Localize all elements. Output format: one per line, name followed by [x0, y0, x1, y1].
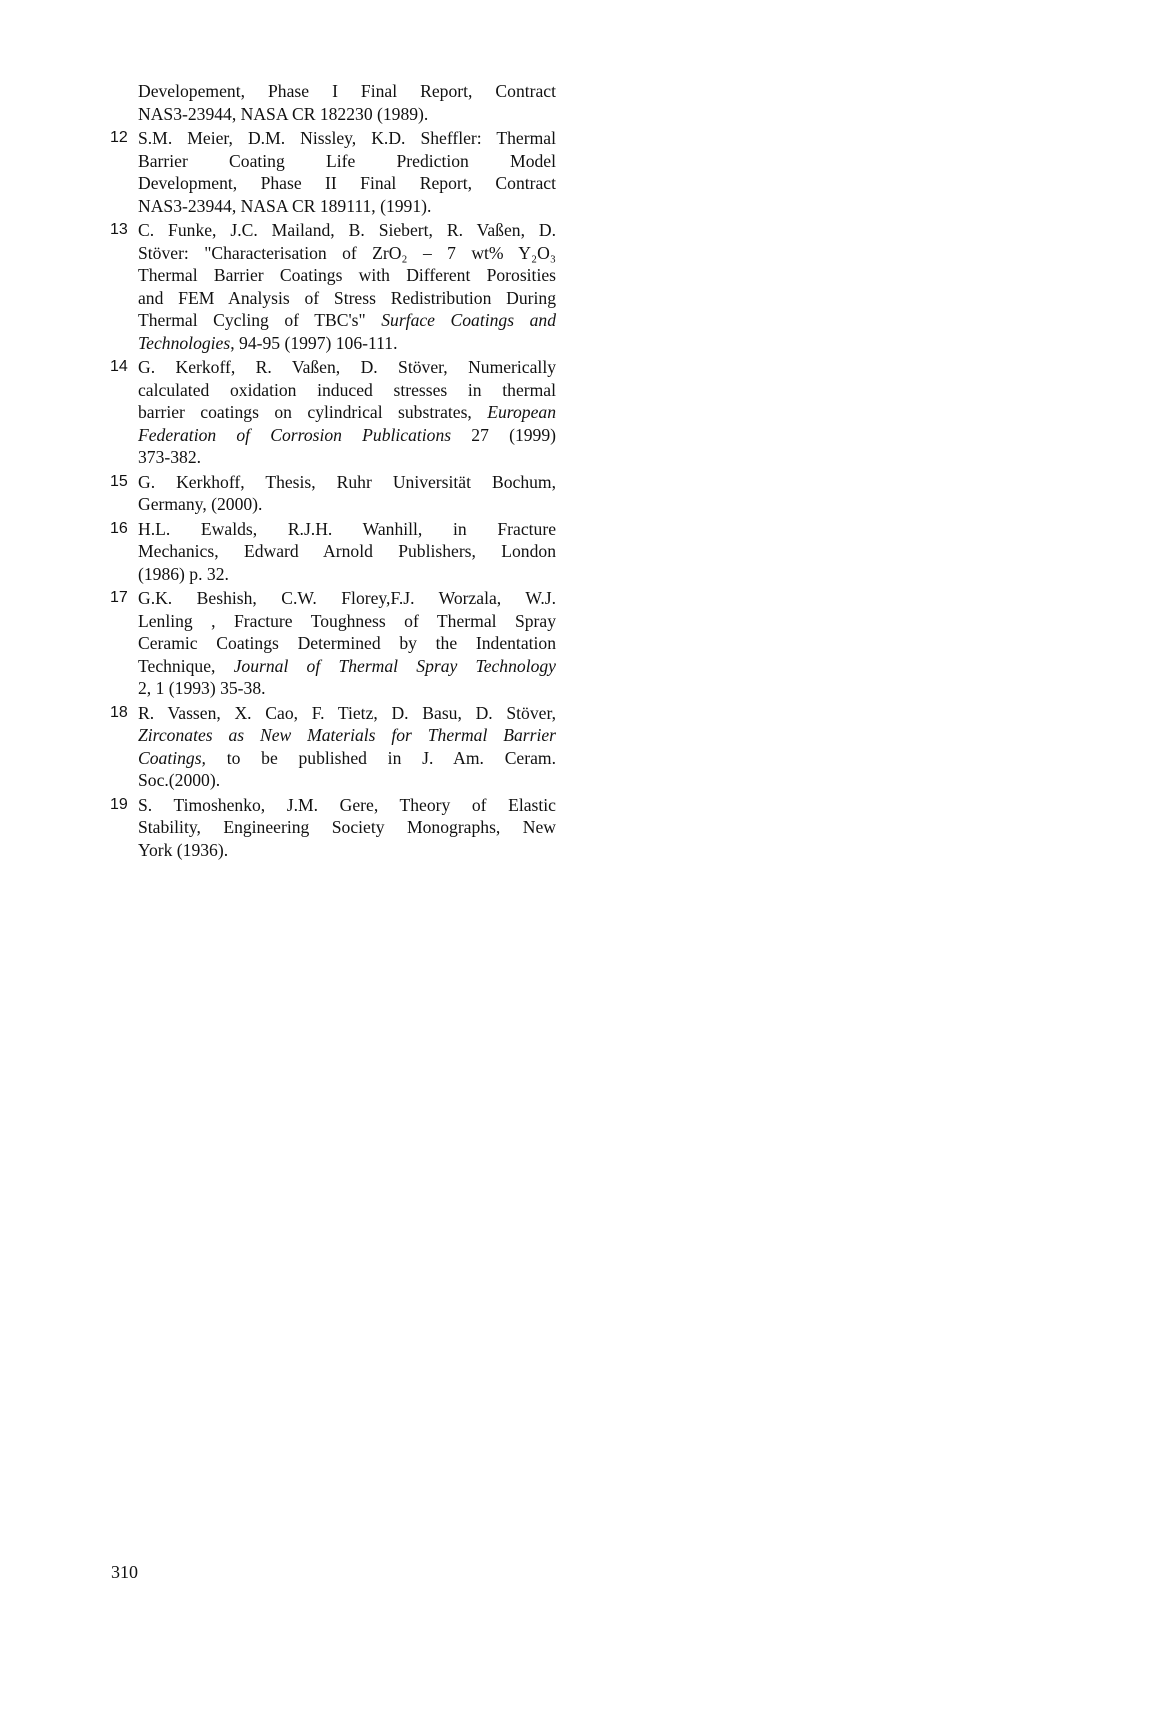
reference-line: [138, 287, 556, 310]
reference-text: Thermal Cycling of TBC's": [138, 310, 382, 330]
reference-line: [138, 493, 556, 516]
reference-text: barrier coatings on cylindrical substrates,: [138, 402, 488, 422]
reference-text: Stöver: "Characterisation of ZrO₂ – 7 wt% Y₂O₃: [138, 242, 556, 263]
reference-line: [138, 219, 556, 242]
reference-text: Development, Phase II Final Report, Contract: [138, 173, 556, 193]
reference-number: 15: [110, 472, 128, 490]
reference-line: [138, 264, 556, 287]
reference-line: [138, 401, 556, 424]
reference-entry: [110, 702, 556, 792]
reference-line: [138, 632, 556, 655]
reference-line: [138, 769, 556, 792]
reference-text: Germany, (2000).: [138, 494, 263, 514]
reference-text: C. Funke, J.C. Mailand, B. Siebert, R. Vaßen, D.: [138, 220, 556, 240]
reference-text: R. Vassen, X. Cao, F. Tietz, D. Basu, D. Stöver,: [138, 702, 556, 723]
reference-text: to be published in J. Am. Ceram.: [205, 747, 556, 768]
reference-line: [138, 356, 556, 379]
reference-number: 14: [110, 358, 128, 375]
reference-line: [138, 794, 556, 817]
reference-line: [138, 195, 556, 218]
reference-entry: [110, 471, 556, 516]
reference-number: 16: [110, 519, 128, 537]
italic-text: European: [487, 402, 556, 422]
italic-text: Coatings,: [138, 747, 206, 768]
reference-line: [138, 424, 556, 447]
reference-line: [138, 610, 556, 633]
reference-line: [138, 150, 556, 173]
reference-entry: [110, 794, 556, 862]
reference-text: H.L. Ewalds, R.J.H. Wanhill, in Fracture: [138, 518, 556, 539]
reference-text: Lenling , Fracture Toughness of Thermal Spray: [138, 610, 556, 631]
reference-text: NAS3-23944, NASA CR 189111, (1991).: [138, 195, 432, 216]
reference-text: (1986) p. 32.: [138, 563, 229, 584]
reference-number: 12: [110, 129, 128, 146]
reference-number: 17: [110, 589, 128, 606]
reference-entry: [110, 356, 556, 469]
reference-line: [138, 655, 556, 678]
italic-text: Journal of Thermal Spray Technology: [233, 655, 556, 676]
reference-line: [138, 242, 556, 265]
italic-text: Surface Coatings and: [381, 310, 556, 330]
reference-text: , 94-95 (1997) 106-111.: [230, 332, 398, 353]
reference-number: 19: [110, 795, 128, 813]
reference-line: [138, 379, 556, 402]
reference-entry: [110, 587, 556, 700]
reference-text: 2, 1 (1993) 35-38.: [138, 678, 266, 698]
reference-line: [138, 172, 556, 195]
reference-line: [138, 702, 556, 725]
reference-line: [138, 309, 556, 332]
reference-line: [138, 518, 556, 541]
reference-text: Barrier Coating Life Prediction Model: [138, 150, 556, 171]
page-number: 310: [111, 1562, 138, 1582]
reference-line: [138, 747, 556, 770]
reference-text: Ceramic Coatings Determined by the Indentation: [138, 633, 556, 653]
reference-entry: [110, 127, 556, 217]
reference-text: Technique,: [138, 655, 234, 676]
reference-line: [138, 563, 556, 586]
reference-line: [138, 446, 556, 469]
reference-line: [138, 103, 556, 126]
reference-text: G. Kerkoff, R. Vaßen, D. Stöver, Numerically: [138, 357, 556, 377]
reference-entry: [110, 219, 556, 354]
reference-line: [138, 127, 556, 150]
reference-number: 13: [110, 221, 128, 238]
reference-number: 18: [110, 703, 128, 721]
reference-line: [138, 587, 556, 610]
reference-text: S.M. Meier, D.M. Nissley, K.D. Sheffler: Thermal: [138, 128, 556, 148]
reference-text: calculated oxidation induced stresses in thermal: [138, 379, 556, 400]
reference-entry: [110, 518, 556, 586]
reference-text: York (1936).: [138, 839, 229, 860]
reference-text: 373-382.: [138, 447, 202, 467]
reference-line: [138, 471, 556, 494]
reference-entry: [110, 80, 556, 125]
reference-line: [138, 677, 556, 700]
reference-text: NAS3-23944, NASA CR 182230 (1989).: [138, 103, 429, 124]
reference-line: [138, 540, 556, 563]
reference-text: Mechanics, Edward Arnold Publishers, London: [138, 541, 556, 561]
reference-line: [138, 839, 556, 862]
reference-line: [138, 724, 556, 747]
reference-text: Developement, Phase I Final Report, Contract: [138, 81, 556, 101]
reference-text: and FEM Analysis of Stress Redistribution During: [138, 287, 556, 308]
reference-line: [138, 80, 556, 103]
italic-text: Technologies: [138, 332, 231, 353]
reference-text: Thermal Barrier Coatings with Different Porosities: [138, 265, 556, 285]
reference-text: Soc.(2000).: [138, 770, 221, 790]
reference-text: S. Timoshenko, J.M. Gere, Theory of Elastic: [138, 794, 556, 815]
reference-text: Stability, Engineering Society Monographs, New: [138, 817, 556, 837]
reference-text: G.K. Beshish, C.W. Florey,F.J. Worzala, W.J.: [138, 588, 556, 608]
reference-list: [110, 80, 556, 863]
italic-text: Federation of Corrosion Publications: [138, 424, 452, 445]
reference-text: 27 (1999): [451, 424, 556, 445]
italic-text: Zirconates as New Materials for Thermal Barrier: [138, 725, 556, 745]
reference-line: [138, 332, 556, 355]
reference-text: G. Kerkhoff, Thesis, Ruhr Universität Bochum,: [138, 471, 556, 492]
reference-line: [138, 816, 556, 839]
